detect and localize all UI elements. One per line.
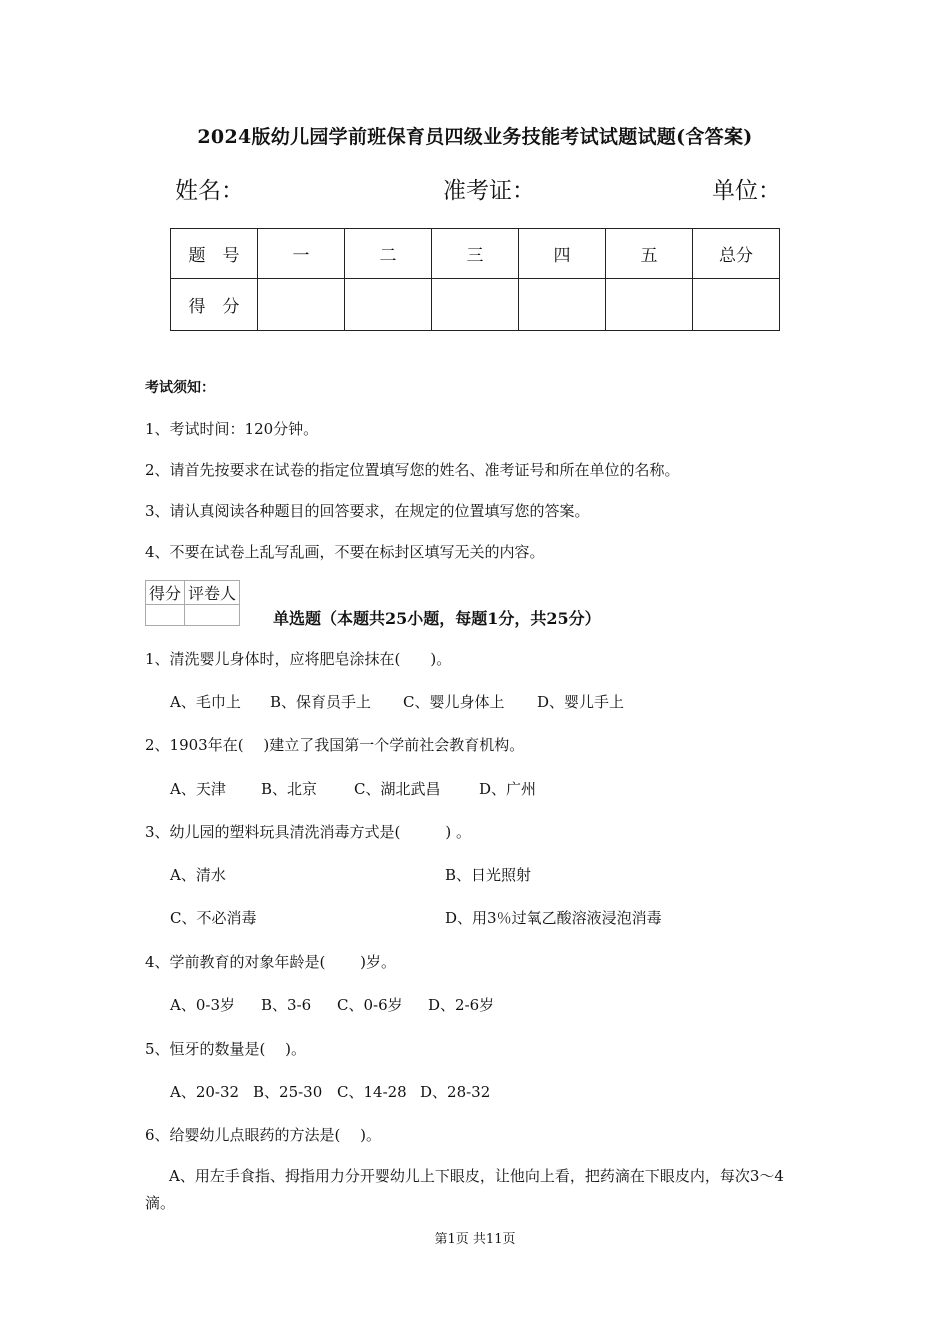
option-text: A、0-3岁 bbox=[170, 996, 235, 1014]
score-table-score-row bbox=[171, 279, 780, 331]
grader-score-cell[interactable] bbox=[146, 605, 185, 626]
score-cell[interactable] bbox=[345, 279, 432, 331]
score-cell[interactable] bbox=[519, 279, 606, 331]
option-text: C、婴儿身体上 bbox=[403, 693, 505, 711]
notice-item: 1、考试时间：120分钟。 bbox=[145, 420, 319, 438]
question-text: 1、清洗婴儿身体时，应将肥皂涂抹在( )。 bbox=[145, 650, 452, 668]
option-text: C、14-28 bbox=[337, 1083, 407, 1101]
notice-item: 3、请认真阅读各种题目的回答要求，在规定的位置填写您的答案。 bbox=[145, 502, 590, 520]
option-text: B、保育员手上 bbox=[270, 693, 372, 711]
option-text: D、28-32 bbox=[420, 1083, 491, 1101]
option-text: B、北京 bbox=[261, 780, 318, 798]
grader-reviewer-label: 评卷人 bbox=[185, 581, 240, 605]
question-text: 2、1903年在( )建立了我国第一个学前社会教育机构。 bbox=[145, 736, 525, 754]
grader-score-label: 得分 bbox=[146, 581, 185, 605]
option-text: A、清水 bbox=[170, 866, 226, 884]
score-table-header-cell: 一 bbox=[258, 229, 345, 279]
score-table bbox=[170, 228, 780, 331]
page-title: 2024版幼儿园学前班保育员四级业务技能考试试题试题(含答案) bbox=[197, 126, 753, 148]
score-cell[interactable] bbox=[432, 279, 519, 331]
question-text: 4、学前教育的对象年龄是( )岁。 bbox=[145, 953, 397, 971]
option-text: D、用3％过氧乙酸溶液浸泡消毒 bbox=[445, 909, 662, 927]
question-text: 5、恒牙的数量是( )。 bbox=[145, 1040, 307, 1058]
score-cell[interactable] bbox=[606, 279, 693, 331]
option-text: C、0-6岁 bbox=[337, 996, 403, 1014]
option-text: A、天津 bbox=[170, 780, 226, 798]
score-table-header-cell: 三 bbox=[432, 229, 519, 279]
option-text: C、不必消毒 bbox=[170, 909, 257, 927]
option-text: B、日光照射 bbox=[445, 866, 532, 884]
section-title: 单选题（本题共25小题，每题1分，共25分） bbox=[273, 609, 601, 628]
option-text: D、婴儿手上 bbox=[537, 693, 625, 711]
question-text: 6、给婴幼儿点眼药的方法是( )。 bbox=[145, 1126, 382, 1144]
option-text: C、湖北武昌 bbox=[354, 780, 441, 798]
notice-heading: 考试须知： bbox=[145, 380, 215, 396]
grader-reviewer-cell[interactable] bbox=[185, 605, 240, 626]
score-cell[interactable] bbox=[693, 279, 780, 331]
option-text: A、用左手食指、拇指用力分开婴幼儿上下眼皮，让他向上看，把药滴在下眼皮内，每次3～4滴。 bbox=[145, 1167, 784, 1212]
score-row-label: 得 分 bbox=[171, 279, 258, 331]
unit-field-label: 单位： bbox=[712, 178, 781, 204]
option-text: D、2-6岁 bbox=[428, 996, 495, 1014]
option-text: D、广州 bbox=[479, 780, 537, 798]
score-table-header-cell: 题 号 bbox=[171, 229, 258, 279]
option-text: A、20-32 bbox=[170, 1083, 240, 1101]
score-table-header-cell: 四 bbox=[519, 229, 606, 279]
score-table-header-cell: 二 bbox=[345, 229, 432, 279]
page-footer: 第1页 共11页 bbox=[434, 1232, 516, 1247]
score-cell[interactable] bbox=[258, 279, 345, 331]
option-text: A、毛巾上 bbox=[170, 693, 241, 711]
exam-number-field-label: 准考证： bbox=[443, 178, 535, 204]
option-text: B、3-6 bbox=[261, 996, 312, 1014]
notice-item: 2、请首先按要求在试卷的指定位置填写您的姓名、准考证号和所在单位的名称。 bbox=[145, 461, 680, 479]
option-text: B、25-30 bbox=[253, 1083, 323, 1101]
score-table-header-row bbox=[171, 229, 780, 279]
score-table-header-cell: 五 bbox=[606, 229, 693, 279]
question-text: 3、幼儿园的塑料玩具清洗消毒方式是( ) 。 bbox=[145, 823, 472, 841]
name-field-label: 姓名： bbox=[175, 178, 244, 204]
notice-item: 4、不要在试卷上乱写乱画，不要在标封区填写无关的内容。 bbox=[145, 543, 545, 561]
score-table-header-cell: 总分 bbox=[693, 229, 780, 279]
grader-box bbox=[145, 580, 240, 626]
